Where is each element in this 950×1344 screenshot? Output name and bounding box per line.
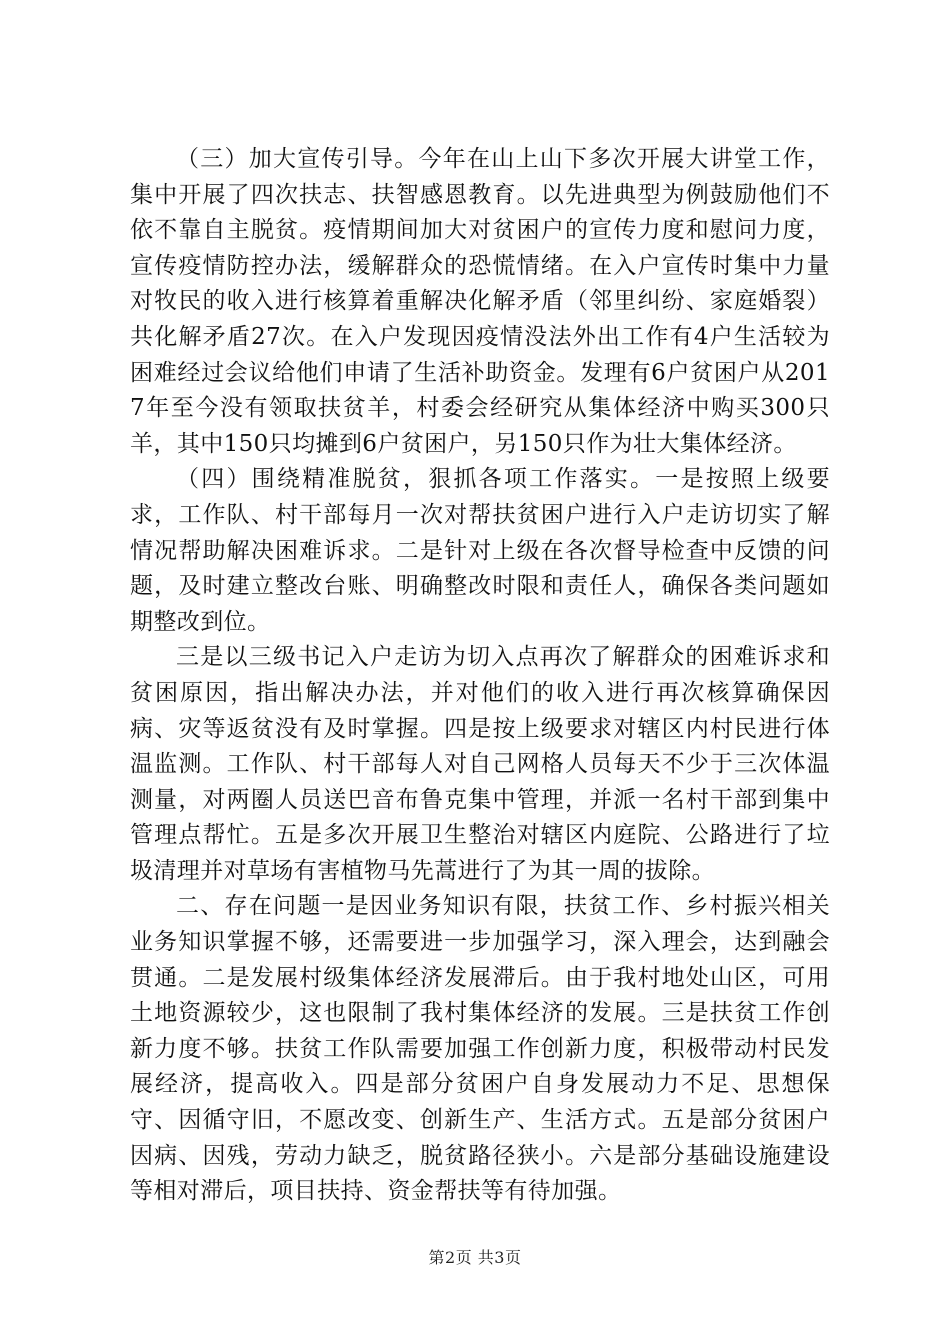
page-number-footer: 第2页 共3页 xyxy=(428,1248,522,1267)
paragraph-existing-problems: 二、存在问题一是因业务知识有限，扶贫工作、乡村振兴相关业务知识掌握不够，还需要进一步加强学习，深入理会，达到融会贯通。二是发展村级集体经济发展滞后。由于我村地处山区，可用土地资源较少，这也限制了我村集体经济的发展。三是扶贫工作创新力度不够。扶贫工作队需要加强工作创新力度，积极带动村民发展经济，提高收入。四是部分贫困户自身发展动力不足、思想保守、因循守旧，不愿改变、创新生产、生活方式。五是部分贫困户因病、因残，劳动力缺乏，脱贫路径狭小。六是部分基础设施建设等相对滞后，项目扶持、资金帮扶等有待加强。 xyxy=(130,893,830,1205)
document-body xyxy=(130,142,830,1210)
paragraph-precise-poverty-alleviation: （四）围绕精准脱贫，狠抓各项工作落实。一是按照上级要求，工作队、村干部每月一次对帮扶贫困户进行入户走访切实了解情况帮助解决困难诉求。二是针对上级在各次督导检查中反馈的问题，及时建立整改台账、明确整改时限和责任人，确保各类问题如期整改到位。 xyxy=(130,466,830,635)
paragraph-household-visits: 三是以三级书记入户走访为切入点再次了解群众的困难诉求和贫困原因，指出解决办法，并对他们的收入进行再次核算确保因病、灾等返贫没有及时掌握。四是按上级要求对辖区内村民进行体温监测。工作队、村干部每人对自己网格人员每天不少于三次体温测量，对两圈人员送巴音布鲁克集中管理，并派一名村干部到集中管理点帮忙。五是多次开展卫生整治对辖区内庭院、公路进行了垃圾清理并对草场有害植物马先蒿进行了为其一周的拔除。 xyxy=(130,644,830,884)
paragraph-publicity-guidance: （三）加大宣传引导。今年在山上山下多次开展大讲堂工作，集中开展了四次扶志、扶智感恩教育。以先进典型为例鼓励他们不依不靠自主脱贫。疫情期间加大对贫困户的宣传力度和慰问力度，宣传疫情防控办法，缓解群众的恐慌情绪。在入户宣传时集中力量对牧民的收入进行核算着重解决化解矛盾（邻里纠纷、家庭婚裂）共化解矛盾27次。在入户发现因疫情没法外出工作有4户生活较为困难经过会议给他们申请了生活补助资金。发理有6户贫困户从2017年至今没有领取扶贫羊，村委会经研究从集体经济中购买300只羊，其中150只均摊到6户贫困户，另150只作为壮大集体经济。 xyxy=(130,146,830,457)
